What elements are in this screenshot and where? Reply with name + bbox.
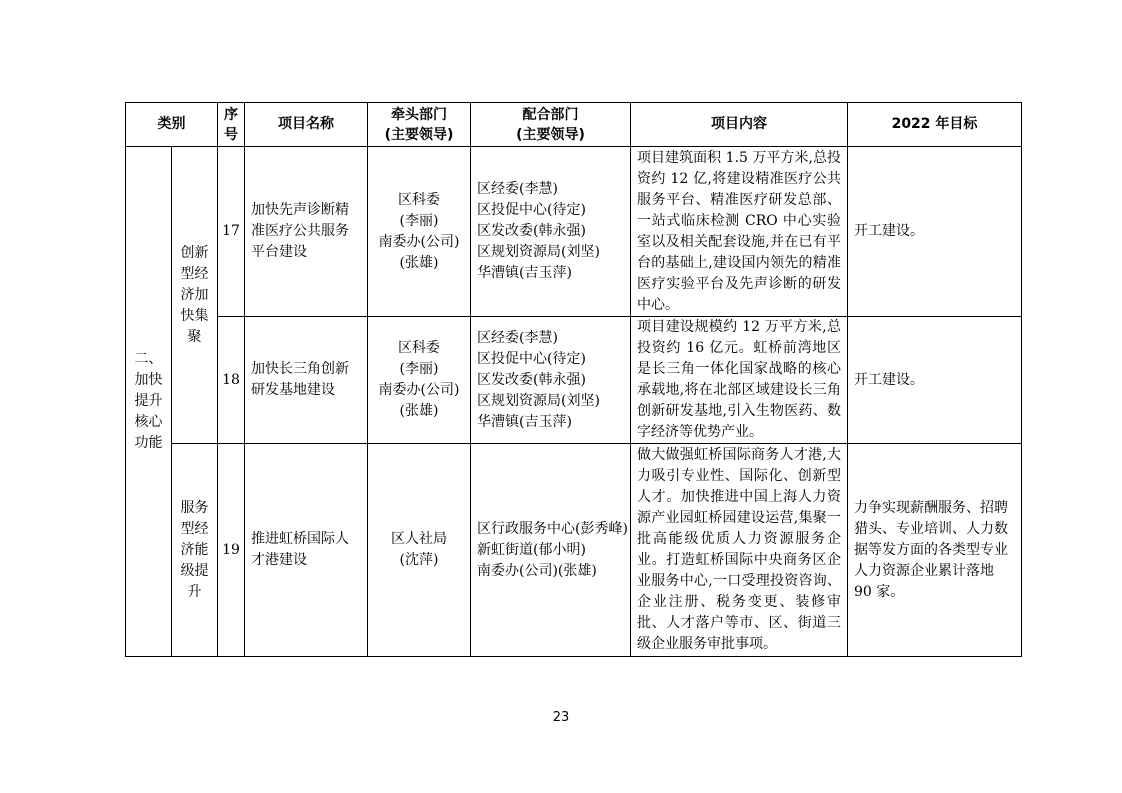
coop-dept-cell [471, 444, 631, 657]
lead-dept-cell [368, 444, 471, 657]
sub-category-cell [172, 444, 218, 657]
sub-category-label: 创新型经济加快集聚 [180, 244, 209, 345]
header-lead-dept-line-2: (主要领导) [384, 126, 454, 143]
table-row [126, 147, 1022, 317]
header-seq [218, 103, 245, 147]
header-content: 项目内容 [631, 103, 848, 147]
project-table [125, 102, 1022, 657]
project-content-cell: 项目建筑面积 1.5 万平方米,总投资约 12 亿,将建设精准医疗公共服务平台、精准医疗研发总部、一站式临床检测 CRO 中心实验室以及相关配套设施,并在已有平台的基础上,建设国内领先的精准医疗实验平台及先声诊断的研发中心。 [631, 147, 848, 317]
lead-dept-cell [368, 317, 471, 444]
target-cell: 开工建设。 [848, 317, 1022, 444]
project-content-cell: 做大做强虹桥国际商务人才港,大力吸引专业性、国际化、创新型人才。加快推进中国上海人力资源产业园虹桥园建设运营,集聚一批高能级优质人力资源服务企业。打造虹桥国际中央商务区企业服务中心,一口受理投资咨询、企业注册、税务变更、装修审批、人才落户等市、区、街道三级企业服务审批事项。 [631, 444, 848, 657]
seq-cell: 19 [218, 444, 245, 657]
target-cell: 力争实现薪酬服务、招聘猎头、专业培训、人力数据等发方面的各类型专业人力资源企业累计落地 90 家。 [848, 444, 1022, 657]
header-row [126, 103, 1022, 147]
lead-line: (李丽) [399, 212, 439, 229]
coop-dept-cell [471, 317, 631, 444]
coop-dept-cell [471, 147, 631, 317]
coop-line: 区投促中心(待定) [477, 202, 586, 218]
lead-line: 区人社局 [391, 531, 447, 547]
seq-cell: 18 [218, 317, 245, 444]
coop-line: 新虹街道(郁小明) [477, 541, 586, 558]
header-target: 2022 年目标 [848, 103, 1022, 147]
lead-line: (张雄) [399, 403, 439, 419]
coop-line: 南委办(公司)(张雄) [477, 562, 597, 579]
lead-line: 区科委 [398, 191, 440, 208]
header-category: 类别 [126, 103, 218, 147]
lead-line: 南委办(公司) [378, 382, 460, 398]
coop-line: 华漕镇(吉玉萍) [477, 413, 572, 430]
lead-line: 南委办(公司) [378, 233, 460, 250]
sub-category-cell [172, 147, 218, 444]
header-coop-dept-line-1: 配合部门 [522, 106, 579, 123]
page-number: 23 [552, 710, 570, 725]
lead-line: (沈萍) [399, 552, 439, 568]
header-seq-line-1: 序 [224, 106, 238, 123]
lead-line: 区科委 [398, 340, 440, 356]
category-main-cell [126, 147, 172, 657]
header-lead-dept [368, 103, 471, 147]
sub-category-label: 服务型经济能级提升 [180, 499, 209, 600]
seq-cell: 17 [218, 147, 245, 317]
lead-line: (张雄) [399, 254, 439, 271]
target-cell: 开工建设。 [848, 147, 1022, 317]
header-coop-dept-line-2: (主要领导) [516, 126, 585, 143]
table-row [126, 317, 1022, 444]
project-content-cell: 项目建设规模约 12 万平方米,总投资约 16 亿元。虹桥前湾地区是长三角一体化国家战略的核心承载地,将在北部区域建设长三角创新研发基地,引入生物医药、数字经济等优势产业。 [631, 317, 848, 444]
coop-line: 区发改委(韩永强) [477, 371, 586, 388]
project-name-cell: 加快长三角创新研发基地建设 [245, 317, 368, 444]
coop-line: 区行政服务中心(彭秀峰) [477, 520, 628, 537]
coop-line: 区发改委(韩永强) [477, 223, 586, 239]
coop-line: 区投促中心(待定) [477, 350, 586, 367]
project-name-cell: 加快先声诊断精准医疗公共服务平台建设 [245, 147, 368, 317]
coop-line: 华漕镇(吉玉萍) [477, 265, 572, 281]
header-coop-dept [471, 103, 631, 147]
coop-line: 区经委(李慧) [477, 329, 558, 346]
header-lead-dept-line-1: 牵头部门 [391, 106, 447, 123]
project-name-cell: 推进虹桥国际人才港建设 [245, 444, 368, 657]
category-main-label: 二、加快提升核心功能 [134, 351, 163, 451]
coop-line: 区规划资源局(刘坚) [477, 244, 600, 260]
lead-line: (李丽) [399, 361, 439, 377]
header-seq-line-2: 号 [224, 126, 238, 143]
table-row [126, 444, 1022, 657]
coop-line: 区规划资源局(刘坚) [477, 392, 600, 409]
header-project-name: 项目名称 [245, 103, 368, 147]
lead-dept-cell [368, 147, 471, 317]
coop-line: 区经委(李慧) [477, 181, 558, 197]
